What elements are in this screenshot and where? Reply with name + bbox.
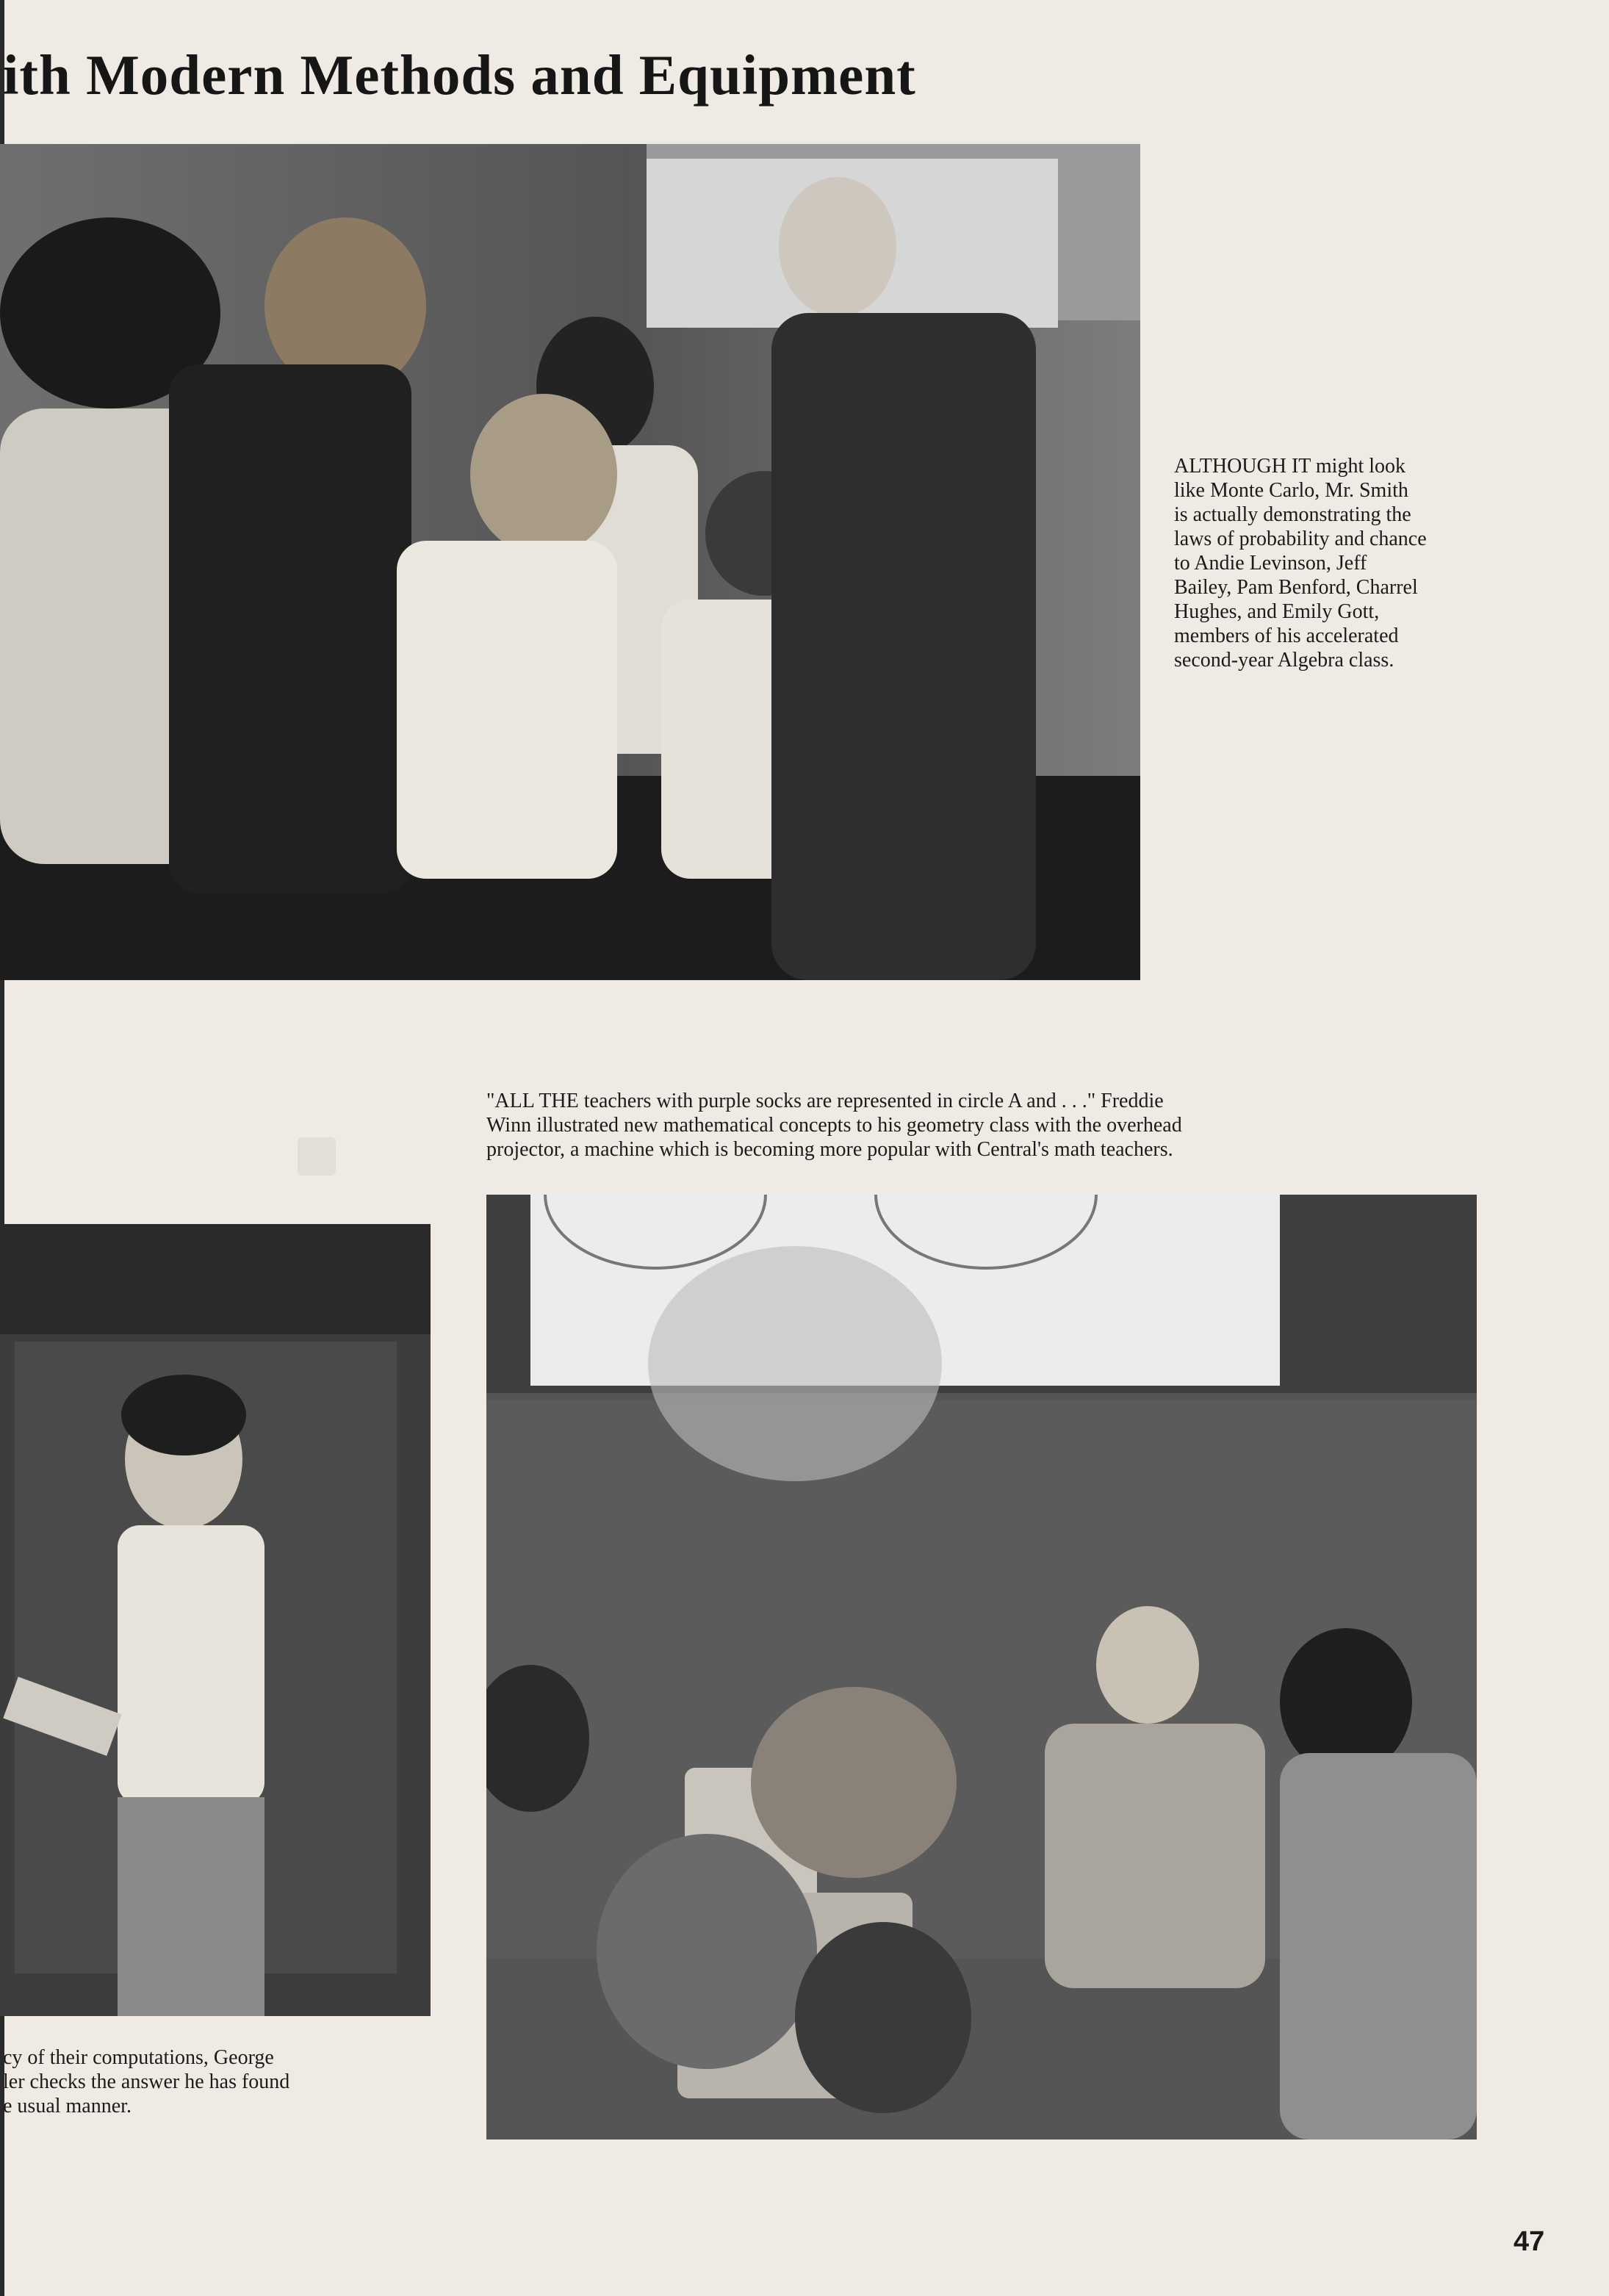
photo-student-at-board [0, 1224, 431, 2016]
print-smudge [298, 1137, 336, 1176]
page-headline: ith Modern Methods and Equipment [3, 43, 916, 107]
caption-line: Bailey, Pam Benford, Charrel [1174, 576, 1418, 599]
caption-line: ALTHOUGH IT might look [1174, 455, 1405, 478]
caption-line: laws of probability and chance [1174, 528, 1427, 550]
photo-overhead-projector-class [486, 1195, 1477, 2140]
caption-line: "ALL THE teachers with purple socks are represented in circle A and . . ." Freddie [486, 1090, 1164, 1112]
caption-line: projector, a machine which is becoming more popular with Central's math teachers. [486, 1138, 1173, 1161]
caption-probability-class [1174, 454, 1505, 672]
caption-line: e usual manner. [3, 2095, 132, 2117]
caption-line: Hughes, and Emily Gott, [1174, 600, 1380, 623]
caption-overhead-projector [486, 1089, 1478, 1162]
caption-line: members of his accelerated [1174, 625, 1399, 647]
page-number: 47 [1513, 2226, 1545, 2257]
caption-line: cy of their computations, George [3, 2046, 274, 2069]
caption-line: Winn illustrated new mathematical concepts to his geometry class with the overhead [486, 1114, 1182, 1137]
caption-line: like Monte Carlo, Mr. Smith [1174, 479, 1408, 502]
caption-line: is actually demonstrating the [1174, 503, 1411, 526]
caption-student-computation [3, 2045, 406, 2118]
photo-probability-class [0, 144, 1140, 980]
caption-line: to Andie Levinson, Jeff [1174, 552, 1367, 575]
caption-line: ler checks the answer he has found [3, 2070, 290, 2093]
caption-line: second-year Algebra class. [1174, 649, 1394, 672]
